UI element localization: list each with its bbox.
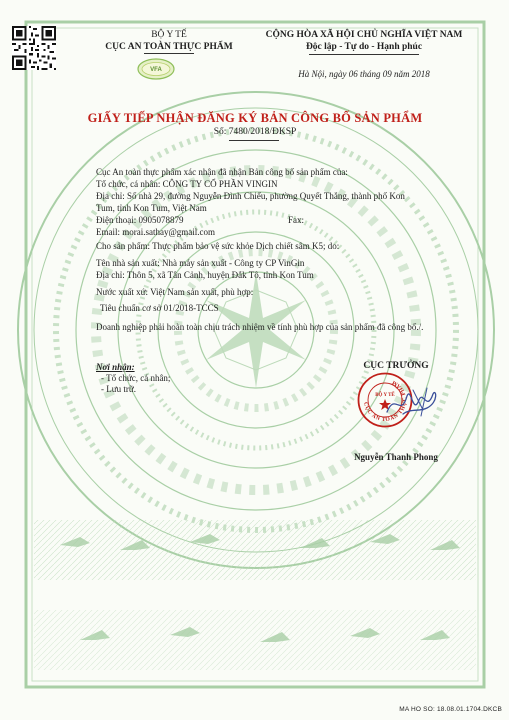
- recipient-item: - Lưu trữ.: [101, 384, 136, 394]
- product-line: Cho sản phẩm: Thực phẩm bảo vệ sức khỏe Dịch chiết sâm K5; do:: [96, 241, 340, 251]
- qr-code: [12, 26, 56, 70]
- address-line-1: Địa chỉ: Số nhà 29, đường Nguyễn Đình Chiểu, phường Quyết Thắng, thành phố Kon: [96, 191, 405, 201]
- motto-underline: [309, 54, 419, 55]
- dossier-code: MA HO SO: 18.08.01.1704.DKCB: [399, 706, 502, 713]
- seal-ring-text: CỤC AN TOÀN THỰC PHẨM: [362, 378, 409, 424]
- nation-name: CỘNG HÒA XÃ HỘI CHỦ NGHĨA VIỆT NAM: [265, 30, 463, 40]
- email-line: Email: morai.sathay@gmail.com: [96, 227, 216, 237]
- ministry-name: BỘ Y TẾ: [151, 30, 187, 40]
- phone-line: Điện thoại: 0905078879: [96, 215, 184, 225]
- national-motto: Độc lập - Tự do - Hạnh phúc: [305, 42, 423, 52]
- organization-line: Tổ chức, cá nhân: CÔNG TY CỔ PHẦN VINGIN: [96, 179, 278, 189]
- recipient-item: - Tổ chức, cá nhân;: [101, 373, 171, 383]
- document-title: GIẤY TIẾP NHẬN ĐĂNG KÝ BẢN CÔNG BỐ SẢN PHẨM: [87, 111, 423, 125]
- signatory-name: Nguyễn Thanh Phong: [354, 452, 438, 462]
- number-underline: [229, 140, 279, 141]
- signatory-title: CỤC TRƯỞNG: [363, 361, 429, 371]
- agency-name: CỤC AN TOÀN THỰC PHẨM: [105, 42, 233, 52]
- agency-underline: [144, 53, 194, 54]
- standard-line: Tiêu chuẩn cơ sở 01/2018-TCCS: [100, 303, 219, 313]
- intro-text: Cục An toàn thực phẩm xác nhận đã nhận Bản công bố sản phẩm của:: [96, 167, 348, 177]
- fax-line: Fax:: [288, 215, 305, 225]
- issuing-authority: [84, 29, 254, 53]
- issue-dateline: Hà Nội, ngày 06 tháng 09 năm 2018: [298, 69, 430, 79]
- manufacturer-line: Tên nhà sản xuất: Nhà máy sản xuất - Công ty CP VinGin: [96, 258, 305, 268]
- document-number: Số: 7480/2018/ĐKSP: [213, 127, 297, 137]
- responsibility-line: Doanh nghiệp phải hoàn toàn chịu trách nhiệm về tính phù hợp của sản phẩm đã công bố./.: [96, 322, 424, 332]
- origin-line: Nước xuất xứ: Việt Nam sản xuất, phù hợp:: [96, 287, 254, 297]
- logo-text: VFA: [150, 67, 162, 74]
- manufacturer-address-line: Địa chỉ: Thôn 5, xã Tân Cảnh, huyện Đắk Tô, tỉnh Kon Tum: [96, 270, 314, 280]
- seal-top-text: BỘ Y TẾ: [375, 393, 395, 398]
- national-header: [253, 29, 475, 53]
- vfa-logo: [137, 58, 175, 80]
- recipients-heading: Nơi nhận:: [96, 362, 135, 372]
- address-line-2: Tum, tỉnh Kon Tum, Việt Nam: [96, 203, 207, 213]
- handwritten-signature: [383, 382, 443, 422]
